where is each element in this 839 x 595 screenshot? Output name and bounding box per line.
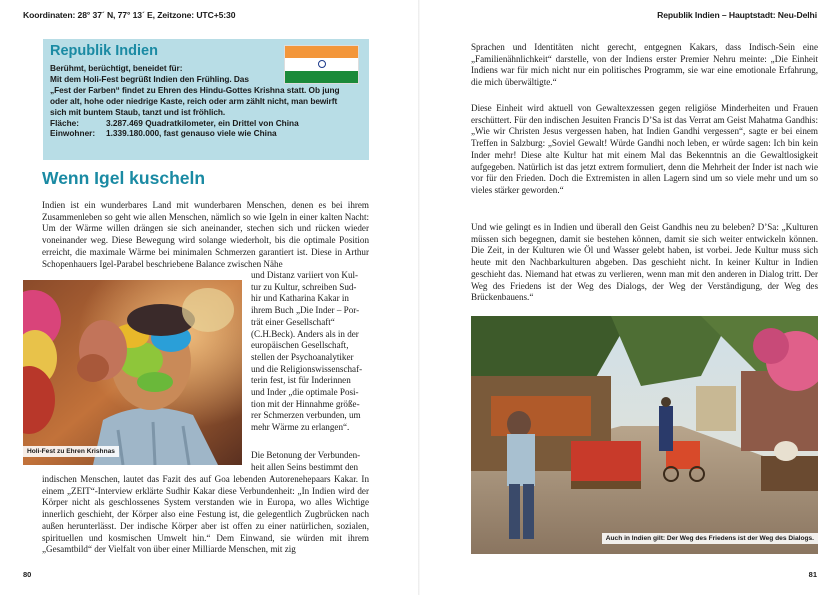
holi-photo-image [23,280,242,465]
column-line: stellen der Psychoanalytiker [251,351,354,362]
column-line: und Inder „die optimale Posi- [251,387,359,398]
page-number-left: 80 [23,570,32,579]
infobox-line: Berühmt, berüchtigt, beneidet für: [50,63,183,73]
photo-caption-holi: Holi-Fest zu Ehren Krishnas [23,446,119,457]
column-line: trät einer Gesellschaft“ [251,316,335,327]
body-paragraph: Und wie gelingt es in Indien und überall den Geist Gandhis neu zu beleben? D’Sa: „Kulturen müssen sich begegnen, damit sie bestehen können, damit sie sich weiter entwickeln können. Die Zeit, in der Kulturen wie Öl und Wasser gelebt haben, ist vorbei. Jede Kultur muss sich heute mit den Nachbarkulturen abgeben. Das geschieht nicht. In keiner Kultur in Indien geschieht das. Niemand hat etwas zu verlieren, wenn man mit den anderen in Dialog tritt. Der Weg des Friedens ist der Weg des Dialogs, der Weg der Verständigung, der Weg des Brückenbauens.“ [471,222,818,303]
infobox-title: Republik Indien [50,43,158,59]
fact-value: 1.339.180.000, fast genauso viele wie China [106,128,277,139]
fact-label: Einwohner: [50,128,96,139]
column-line: (C.H.Beck). Anders als in der [251,328,359,339]
closing-paragraph: indischen Menschen, lautet das Fazit des auf Goa lebenden Autorenehepaars Kakar. In einem „ZEIT“-Interview erklärte Sudhir Kakar diese Verbundenheit: „In Indien wird der Körper nicht als geschlossenes System verstanden wie in Europa, wo alles Wichtige innerlich geschieht, der Körper also eine Festung ist, die gelegentlich Zugbrücken nach außen herunterlässt. Der indische Körper aber ist offen zu einer natürlichen, sozialen, spirituellen und kosmischen Umwelt hin.“ Dem Einwand, sie würden mit ihrem „Gesamtbild“ der Vielfalt von über einer Milliarde Menschen, mit zig [42,474,369,555]
body-paragraph: Sprachen und Identitäten nicht gerecht, entgegnen Kakars, dass Indisch-Sein eine „Familienähnlichkeit“ darstelle, von der Indiens erster Premier Nehru meinte: „Die Einheit Indiens war für mich nicht nur ein politisches Programm, sie war eine emotionale Erfahrung, die mich überwältigte.“ [471,42,818,88]
body-paragraph: Diese Einheit wird aktuell von Gewaltexzessen gegen religiöse Minderheiten und Frauen erschüttert. Für den indischen Jesuiten Francis D’Sa ist das Verrat am Geist Mahatma Gandhis: „Wie wir Christen Jesus vergessen haben, hat Indien Gandhi vergessen“, sagte er bei einem Treffen in Salzburg: „Soviel Gewalt! Würde Gandhi noch leben, er würde sagen: Ich bin kein Inder mehr! Diese alte Kultur hat mit einem Mal das Bekenntnis an die Gewaltlosigkeit aufgegeben. Natürlich ist das jetzt extrem formuliert, denn die Mehrheit der Inder ist nach wie vor für den Frieden. Doch die Extremisten in allen Lagern sind um so viele mehr und um so vieles stärker geworden.“ [471,103,818,195]
running-head-left: Koordinaten: 28° 37´ N, 77° 13´ E, Zeitzone: UTC+5:30 [23,10,236,20]
column-line: und die Religionswissenschaf- [251,363,363,374]
street-photo-image [471,316,818,554]
column-line: heit allen Seins bestimmt den [251,461,359,472]
india-flag-icon [284,45,359,84]
page-number-right: 81 [808,570,817,579]
column-line: tur zu Kultur, schreiben Sud- [251,281,357,292]
article-heading: Wenn Igel kuscheln [42,168,206,188]
street-scene-photo [471,316,818,554]
column-line: tion mit der Hinnahme größe- [251,398,360,409]
wrapped-column-1 [251,270,369,434]
infobox-line: „Fest der Farben“ findet zu Ehren des Hindu-Gottes Krishna statt. Ob jung [50,84,340,95]
wrapped-column-2 [251,450,369,473]
column-line: ihrem Buch „Die Inder – Por- [251,305,360,316]
infobox-line: Mit dem Holi-Fest begrüßt Indien den Frühling. Das [50,73,249,84]
holi-festival-photo [23,280,242,465]
infobox-line: oder alt, hohe oder niedrige Kaste, reich oder arm zählt nicht, man bewirft [50,95,338,106]
fact-value: 3.287.469 Quadratkilometer, ein Drittel von China [106,117,299,128]
fact-area [50,118,363,129]
intro-paragraph: Indien ist ein wunderbares Land mit wunderbaren Menschen, denen es bei ihrem Zusammenleben so geht wie allen Menschen, nämlich so wie Igeln in einer kalten Nacht: Um der Wärme willen drängen sie sich aneinander, stechen sich und rücken wieder voneinander weg. Diese Bewegung wird solange wiederholt, bis die optimale Position erreicht, die maximale Wärme bei minimalen Schmerzen garantiert ist. Diese in Arthur Schopenhauers Igel-Parabel beschriebene Balance zwischen Nähe [42,200,369,269]
fact-population [50,128,363,139]
column-line: hir und Katharina Kakar in [251,293,349,304]
ashoka-chakra-icon [318,60,326,68]
right-page [420,0,839,595]
running-head-right: Republik Indien – Hauptstadt: Neu-Delhi [657,10,817,20]
column-line: rer Schmerzen verbunden, um [251,410,361,421]
column-line: europäischen Gesellschaft, [251,340,349,351]
fact-label: Fläche: [50,117,80,128]
column-line: Die Betonung der Verbunden- [251,450,361,460]
column-line: terin fest, ist für Inderinnen [251,375,351,386]
left-page [0,0,419,595]
photo-caption-street: Auch in Indien gilt: Der Weg des Friedens ist der Weg des Dialogs. [602,533,818,544]
infobox-line: sich mit buntem Staub, tanzt und ist fröhlich. [50,106,226,117]
column-line: mehr Wärme zu erlangen“. [251,422,350,433]
column-line: und Distanz variiert von Kul- [251,270,359,280]
